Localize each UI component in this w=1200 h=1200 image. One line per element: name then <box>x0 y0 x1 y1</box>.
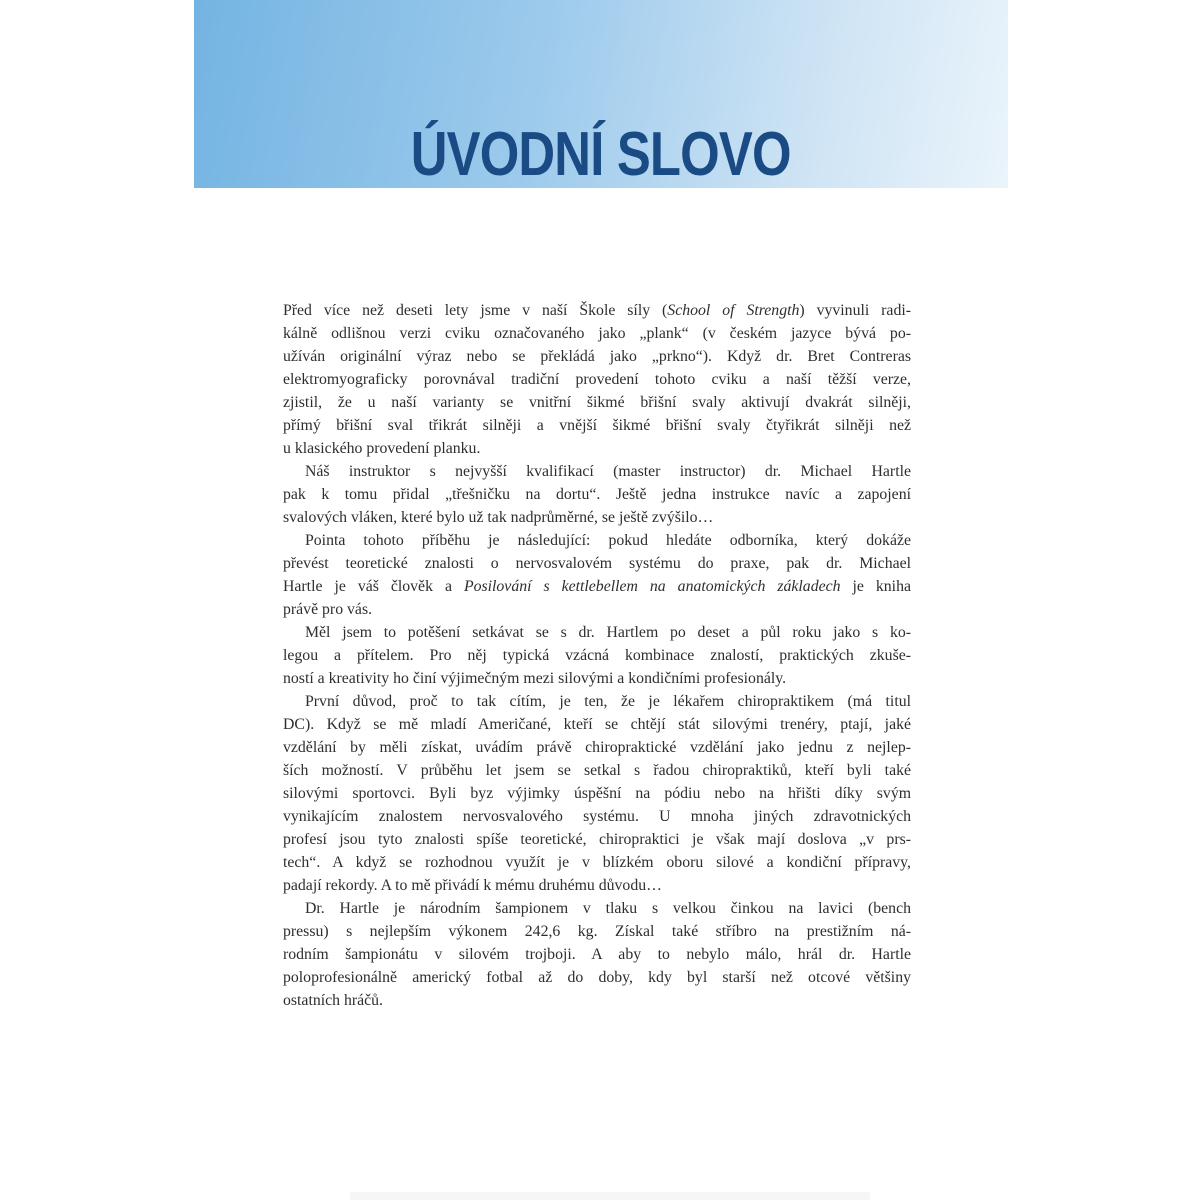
text-line <box>283 414 911 437</box>
text-run: pressu) s nejlepším výkonem 242,6 kg. Získal také stříbro na prestižním ná- <box>283 923 911 940</box>
text-run: je kniha <box>840 578 911 595</box>
text-line <box>283 391 911 414</box>
text-line <box>283 644 911 667</box>
text-run: užíván originální výraz nebo se překládá jako „prkno“). Když dr. Bret Contreras <box>283 348 911 365</box>
text-run: Pointa tohoto příběhu je následující: pokud hledáte odborníka, který dokáže <box>305 532 911 549</box>
text-line <box>283 667 911 690</box>
text-run: poloprofesionálně americký fotbal až do doby, kdy byl starší než otcové většiny <box>283 969 911 986</box>
text-run: kálně odlišnou verzi cviku označovaného jako „plank“ (v českém jazyce bývá po- <box>283 325 911 342</box>
text-line <box>283 621 911 644</box>
text-line <box>283 805 911 828</box>
page-title: ÚVODNÍ SLOVO <box>411 120 791 189</box>
text-line <box>283 368 911 391</box>
paragraph <box>283 299 911 460</box>
text-run: ostatních hráčů. <box>283 992 384 1009</box>
text-line <box>283 529 911 552</box>
text-run: První důvod, proč to tak cítím, je ten, že je lékařem chiropraktikem (má titul <box>305 693 911 710</box>
text-line <box>283 552 911 575</box>
text-run: ností a kreativity ho činí výjimečným mezi silovými a kondičními profesionály. <box>283 670 787 687</box>
chapter-header-band <box>194 0 1008 188</box>
text-run: ších možností. V průběhu let jsem se setkal s řadou chiropraktiků, kteří byli také <box>283 762 911 779</box>
paragraph <box>283 460 911 529</box>
text-run: svalových vláken, které bylo už tak nadprůměrné, se ještě zvýšilo… <box>283 509 714 526</box>
text-run: profesí jsou tyto znalosti spíše teoretické, chiropraktici je však mají doslova „v prs- <box>283 831 911 848</box>
text-run: právě pro vás. <box>283 601 373 618</box>
text-run: DC). Když se mě mladí Američané, kteří se chtějí stát silovými trenéry, ptají, jaké <box>283 716 911 733</box>
text-run: padají rekordy. A to mě přivádí k mému druhému důvodu… <box>283 877 662 894</box>
text-line <box>283 690 911 713</box>
text-run: u klasického provedení planku. <box>283 440 481 457</box>
text-run: silovými sportovci. Byli byz výjimky úspěšní na pódiu nebo na hřišti díky svým <box>283 785 911 802</box>
text-line <box>283 966 911 989</box>
text-run: vynikajícím znalostem nervosvalového systému. U mnoha jiných zdravotnických <box>283 808 911 825</box>
text-line <box>283 759 911 782</box>
text-run: vzdělání by měli získat, uvádím právě chiropraktické vzdělání jako jednu z nejlep- <box>283 739 911 756</box>
text-run: rodním šampionátu v silovém trojboji. A aby to nebylo málo, hrál dr. Hartle <box>283 946 911 963</box>
italic-text-run: School of Strength <box>667 302 800 319</box>
text-line <box>283 598 911 621</box>
text-run: převést teoretické znalosti o nervosvalovém systému do praxe, pak dr. Michael <box>283 555 911 572</box>
text-line <box>283 851 911 874</box>
text-run: elektromyograficky porovnával tradiční provedení tohoto cviku a naší těžší verze, <box>283 371 911 388</box>
italic-text-run: Posilování s kettlebellem na anatomických základech <box>463 578 841 595</box>
text-run: Měl jsem to potěšení setkávat se s dr. Hartlem po deset a půl roku jako s ko- <box>305 624 911 641</box>
text-run: zjistil, že u naší varianty se vnitřní šikmé břišní svaly aktivují dvakrát silněji, <box>283 394 911 411</box>
text-run: Hartle je váš člověk a <box>283 578 464 595</box>
text-run: ) vyvinuli radi- <box>799 302 911 319</box>
text-run: Náš instruktor s nejvyšší kvalifikací (master instructor) dr. Michael Hartle <box>305 463 911 480</box>
text-line <box>283 897 911 920</box>
text-line <box>283 713 911 736</box>
text-line <box>283 575 911 598</box>
text-line <box>283 736 911 759</box>
text-run: tech“. A když se rozhodnou využít je v blízkém oboru silové a kondiční přípravy, <box>283 854 911 871</box>
text-line <box>283 345 911 368</box>
paragraph <box>283 897 911 1012</box>
body-text <box>283 299 911 1012</box>
text-line <box>283 874 911 897</box>
paragraph <box>283 690 911 897</box>
text-line <box>283 437 911 460</box>
text-line <box>283 828 911 851</box>
text-line <box>283 299 911 322</box>
text-run: Dr. Hartle je národním šampionem v tlaku s velkou činkou na lavici (bench <box>305 900 911 917</box>
text-line <box>283 460 911 483</box>
page-edge-artifact <box>350 1192 870 1200</box>
text-run: přímý břišní sval třikrát silněji a vnější šikmé břišní svaly čtyřikrát silněji než <box>283 417 911 434</box>
paragraph <box>283 621 911 690</box>
text-run: pak k tomu přidal „třešničku na dortu“. Ještě jedna instrukce navíc a zapojení <box>283 486 911 503</box>
text-line <box>283 506 911 529</box>
text-line <box>283 989 911 1012</box>
text-line <box>283 322 911 345</box>
text-run: legou a přítelem. Pro něj typická vzácná kombinace znalostí, praktických zkuše- <box>283 647 911 664</box>
paragraph <box>283 529 911 621</box>
text-line <box>283 943 911 966</box>
text-line <box>283 782 911 805</box>
text-line <box>283 483 911 506</box>
text-line <box>283 920 911 943</box>
text-run: Před více než deseti lety jsme v naší Škole síly ( <box>283 302 668 319</box>
